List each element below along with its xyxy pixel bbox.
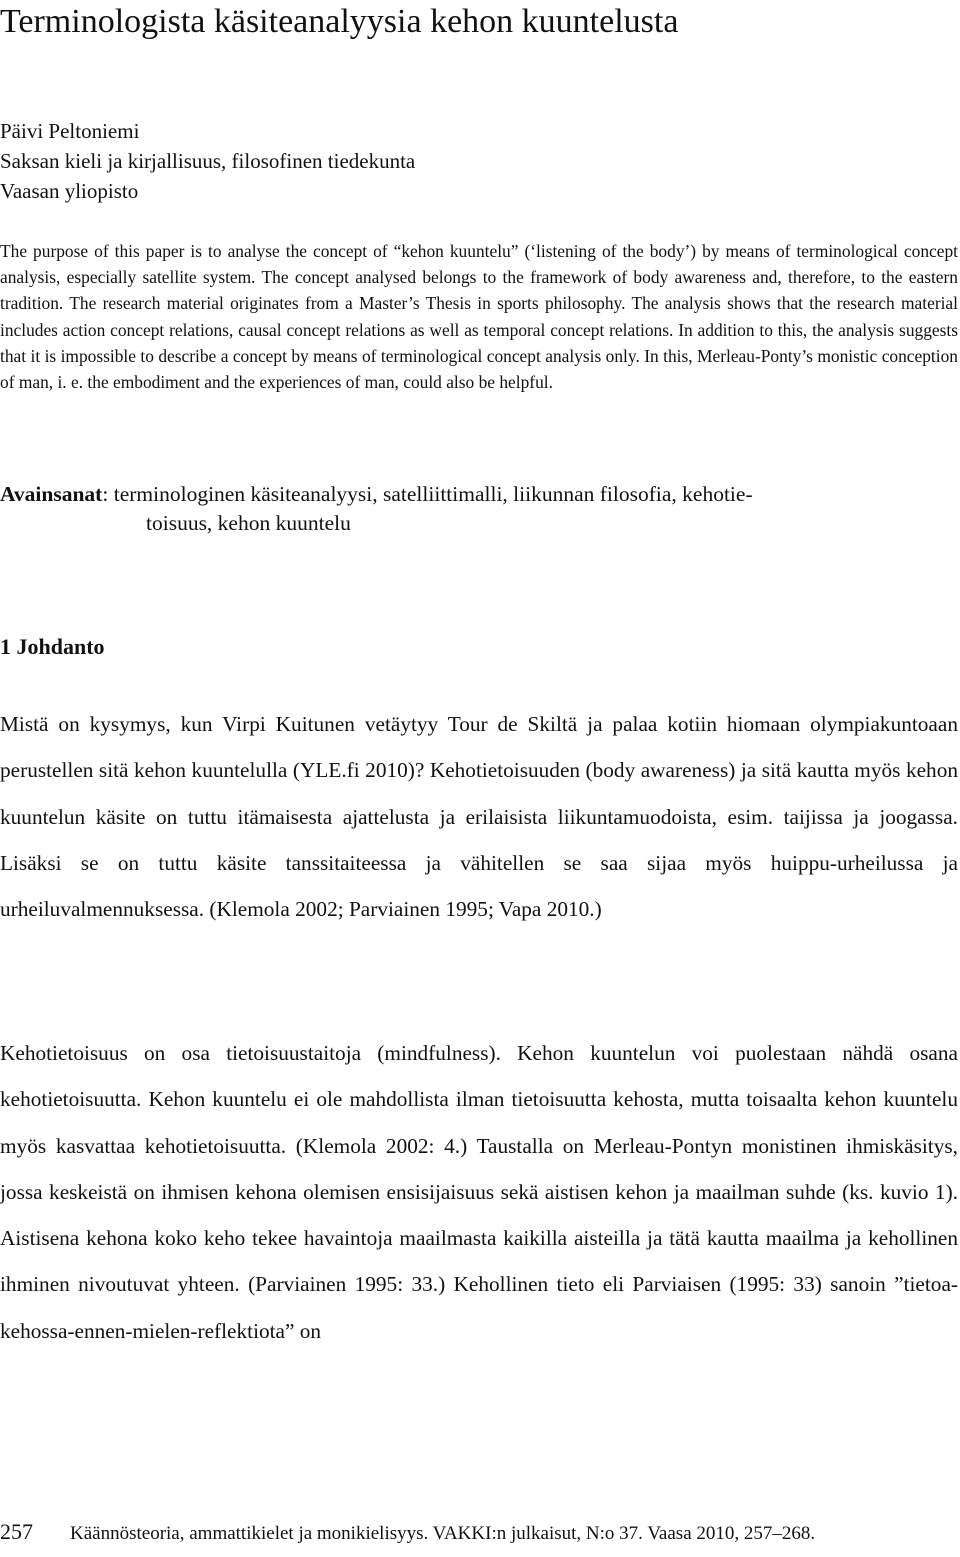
page-number: 257: [0, 1519, 33, 1544]
abstract: The purpose of this paper is to analyse the concept of “kehon kuuntelu” (‘listening of the body’) by means of terminological concept analysis, especially satellite system. The concept analysed belongs to the framework of body awareness and, therefore, to the eastern tradition. The research material originates from a Master’s Thesis in sports philosophy. The analysis shows that the research material includes action concept relations, causal concept relations as well as temporal concept relations. In addition to this, the analysis suggests that it is impossible to describe a concept by means of terminological concept analysis only. In this, Merleau-Ponty’s monistic conception of man, i. e. the embodiment and the experiences of man, could also be helpful.: [0, 241, 958, 393]
keywords-separator: :: [102, 482, 114, 506]
author-name: Päivi Peltoniemi: [0, 119, 140, 143]
section-heading: 1 Johdanto: [0, 634, 105, 659]
author-department: Saksan kieli ja kirjallisuus, filosofinen tiedekunta: [0, 149, 416, 173]
author-university: Vaasan yliopisto: [0, 179, 139, 203]
body-paragraph-2: Kehotietoisuus on osa tietoisuustaitoja (mindfulness). Kehon kuuntelun voi puolestaan nähdä osana kehotietoisuutta. Kehon kuuntelu ei ole mahdollista ilman tietoisuutta kehosta, mutta toisaalta kehon kuuntelu myös kasvattaa kehotietoisuutta. (Klemola 2002: 4.) Taustalla on Merleau-Pontyn monistinen ihmiskäsitys, jossa keskeistä on ihmisen kehona olemisen ensisijaisuus sekä aistisen kehon ja maailman suhde (ks. kuvio 1). Aistisena kehona koko keho tekee havaintoja maailmasta kaikilla aisteilla ja tätä kautta maailma ja kehollinen ihminen nivoutuvat yhteen. (Parviainen 1995: 33.) Kehollinen tieto eli Parviaisen (1995: 33) sanoin ”tietoa-kehossa-ennen-mielen-reflektiota” on: [0, 1041, 958, 1343]
keywords-text-2: toisuus, kehon kuuntelu: [146, 511, 351, 535]
keywords-text-1: terminologinen käsiteanalyysi, satelliittimalli, liikunnan filosofia, kehotie-: [113, 482, 753, 506]
page-title: Terminologista käsiteanalyysia kehon kuuntelusta: [0, 3, 679, 40]
keywords-line-1: [0, 480, 958, 509]
keywords-label: Avainsanat: [0, 482, 103, 506]
page-footer: [0, 1517, 960, 1549]
body-paragraph-1: Mistä on kysymys, kun Virpi Kuitunen vetäytyy Tour de Skiltä ja palaa kotiin hiomaan olympiakuntoaan perustellen sitä kehon kuuntelulla (YLE.fi 2010)? Kehotietoisuuden (body awareness) ja sitä kautta myös kehon kuuntelun käsite on tuttu itämaisesta ajattelusta ja erilaisista liikuntamuodoista, esim. taijissa ja joogassa. Lisäksi se on tuttu käsite tanssitaiteessa ja vähitellen se saa sijaa myös huippu-urheilussa ja urheiluvalmennuksessa. (Klemola 2002; Parviainen 1995; Vapa 2010.): [0, 712, 958, 922]
author-block: [0, 116, 960, 206]
footer-citation: Käännösteoria, ammattikielet ja monikielisyys. VAKKI:n julkaisut, N:o 37. Vaasa 2010, 257–268.: [70, 1523, 816, 1544]
keywords: [0, 480, 958, 538]
